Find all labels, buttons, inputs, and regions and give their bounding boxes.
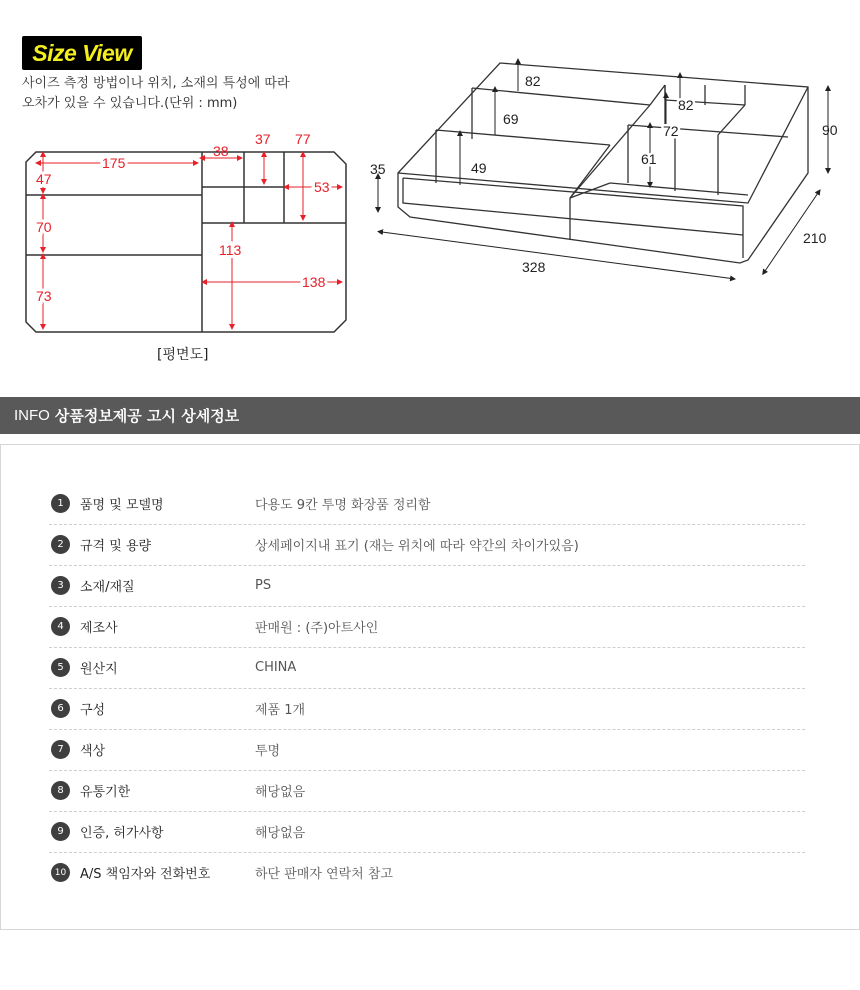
iso-dim-90: 90	[822, 122, 838, 138]
row-value: PS	[255, 578, 272, 593]
info-header-bar	[0, 397, 860, 434]
row-value: 해당없음	[255, 785, 306, 800]
dim-77: 77	[295, 131, 311, 147]
row-label: 색상	[80, 744, 106, 759]
iso-dim-210: 210	[803, 230, 827, 246]
info-row	[49, 852, 805, 893]
row-label: 유통기한	[80, 785, 131, 800]
dim-70: 70	[36, 219, 52, 235]
info-table	[0, 444, 860, 930]
row-number-badge: 7	[51, 740, 70, 759]
iso-dim-49: 49	[471, 160, 487, 176]
info-row	[49, 606, 805, 648]
info-row	[49, 524, 805, 566]
info-header-title: 상품정보제공 고시 상세정보	[54, 407, 240, 425]
row-value: 해당없음	[255, 826, 306, 841]
row-number-badge: 4	[51, 617, 70, 636]
row-label: 인증, 허가사항	[80, 826, 164, 841]
row-label: 소재/재질	[80, 580, 135, 595]
info-header-lead: INFO	[14, 407, 50, 424]
iso-dim-69: 69	[503, 111, 519, 127]
row-value: CHINA	[255, 660, 297, 675]
row-label: A/S 책임자와 전화번호	[80, 867, 211, 882]
measurement-note	[22, 74, 290, 114]
row-label: 규격 및 용량	[80, 539, 152, 554]
iso-dim-82-right: 82	[678, 97, 694, 113]
dim-138: 138	[302, 274, 326, 290]
row-label: 제조사	[80, 621, 118, 636]
row-number-badge: 6	[51, 699, 70, 718]
row-value: 하단 판매자 연락처 참고	[255, 867, 393, 882]
note-line-1: 사이즈 측정 방법이나 위치, 소재의 특성에 따라	[22, 76, 290, 91]
info-row	[49, 811, 805, 853]
plan-view-diagram	[0, 130, 360, 340]
row-label: 구성	[80, 703, 106, 718]
info-row	[49, 647, 805, 689]
iso-dim-328: 328	[522, 259, 546, 275]
info-row	[49, 483, 805, 525]
iso-dim-61: 61	[641, 151, 657, 167]
info-row	[49, 565, 805, 607]
size-view-title: Size View	[32, 39, 132, 66]
plan-outline	[26, 152, 346, 332]
dim-113: 113	[219, 242, 242, 258]
row-number-badge: 1	[51, 494, 70, 513]
row-value: 투명	[255, 744, 281, 759]
plan-caption: [평면도]	[157, 347, 209, 363]
dim-73: 73	[36, 288, 52, 304]
dim-37: 37	[255, 131, 271, 147]
dim-47: 47	[36, 171, 52, 187]
size-view-badge	[22, 36, 142, 70]
iso-dim-35: 35	[370, 161, 386, 177]
row-number-badge: 9	[51, 822, 70, 841]
row-number-badge: 3	[51, 576, 70, 595]
iso-view-diagram	[360, 55, 860, 295]
info-row	[49, 688, 805, 730]
iso-dim-72: 72	[663, 123, 679, 139]
dim-38: 38	[213, 143, 229, 159]
row-value: 다용도 9칸 투명 화장품 정리함	[255, 498, 431, 513]
row-value: 제품 1개	[255, 703, 306, 718]
info-row	[49, 729, 805, 771]
row-number-badge: 5	[51, 658, 70, 677]
note-line-2: 오차가 있을 수 있습니다.(단위 : mm)	[22, 96, 238, 111]
iso-dim-82-top: 82	[525, 73, 541, 89]
dim-53: 53	[314, 179, 330, 195]
row-number-badge: 2	[51, 535, 70, 554]
dim-175: 175	[102, 155, 126, 171]
row-number-badge: 8	[51, 781, 70, 800]
row-label: 품명 및 모델명	[80, 498, 164, 513]
row-value: 상세페이지내 표기 (재는 위치에 따라 약간의 차이가있음)	[255, 539, 579, 554]
row-value: 판매원 : (주)아트사인	[255, 621, 379, 636]
row-number-badge: 10	[51, 863, 70, 882]
info-row	[49, 770, 805, 812]
row-label: 원산지	[80, 662, 118, 677]
